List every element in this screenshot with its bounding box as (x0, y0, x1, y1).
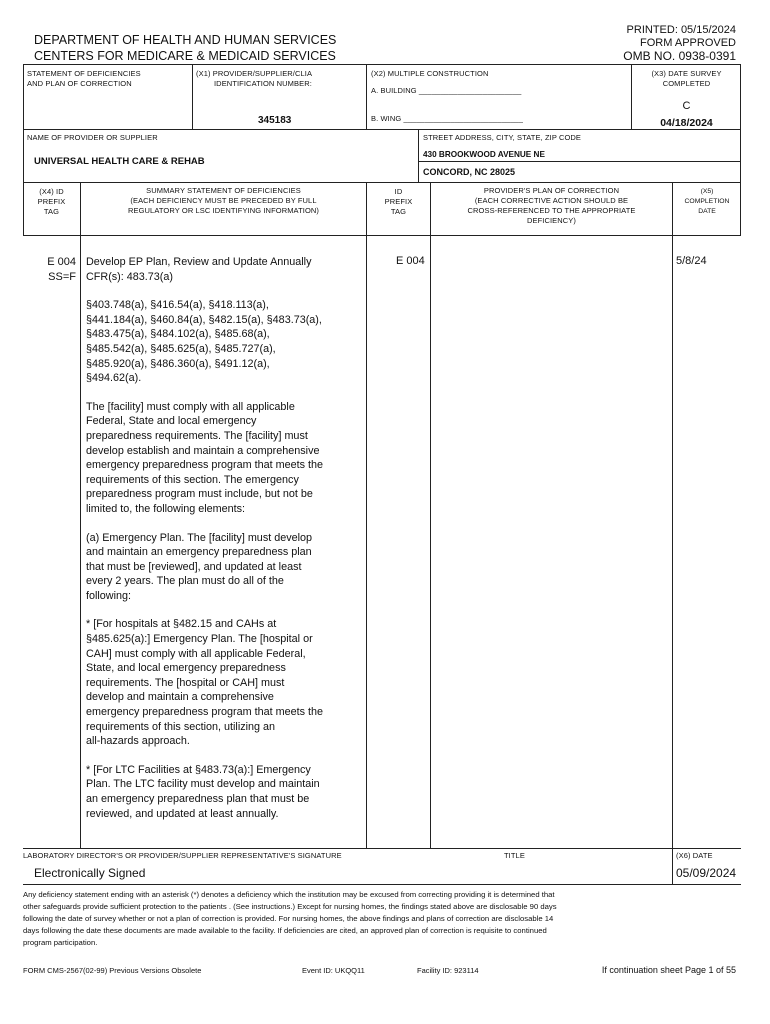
provider-name: UNIVERSAL HEALTH CARE & REHAB (34, 156, 205, 167)
column-header-line: TAG (43, 207, 60, 216)
divider (23, 848, 741, 849)
column-header-line: TAG (390, 207, 407, 216)
wing-field: B. WING ____________________________ (371, 114, 524, 123)
summary-column-header (81, 186, 366, 216)
x1-label (196, 69, 364, 89)
column-header-line: DATE (698, 208, 716, 215)
provider-number: 345183 (258, 115, 292, 126)
agency-name: CENTERS FOR MEDICARE & MEDICAID SERVICES (34, 49, 336, 63)
x5-column-header (673, 187, 741, 217)
tag-prefix: E 004 (47, 256, 76, 268)
column-header-line: SUMMARY STATEMENT OF DEFICIENCIES (146, 186, 301, 195)
date-label: (X6) DATE (676, 851, 713, 860)
printed-date: PRINTED: 05/15/2024 (626, 24, 736, 36)
divider (418, 129, 419, 182)
paragraph: * [For LTC Facilities at §483.73(a):] Emergency Plan. The LTC facility must develop and maintain an emergency preparedness plan that must be reviewed, and updated at least annually. (86, 763, 320, 820)
paragraph: The [facility] must comply with all applicable Federal, State and local emergency preparedness requirements. The [facility] must develop establish and maintain a comprehensive emergency preparedness program that meets the requirements of this section. The emergency preparedness program must include, but not be limited to, the following elements: (86, 400, 324, 515)
department-name: DEPARTMENT OF HEALTH AND HUMAN SERVICES (34, 33, 337, 47)
form-number: FORM CMS-2567(02-99) Previous Versions Obsolete (23, 966, 202, 975)
deficiency-title: Develop EP Plan, Review and Update Annually CFR(s): 483.73(a) (86, 256, 312, 283)
column-header-line: (X5) (700, 188, 714, 195)
facility-id: Facility ID: 923114 (417, 966, 479, 975)
id-column-header (367, 187, 430, 217)
divider (192, 64, 193, 129)
column-header-line: DEFICIENCY) (526, 216, 577, 225)
deficiency-tag-left (44, 255, 76, 284)
x3-label-line: COMPLETED (662, 79, 711, 88)
event-id: Event ID: UKQQ11 (302, 966, 365, 975)
regulatory-citations: §403.748(a), §416.54(a), §418.113(a), §441.184(a), §460.84(a), §482.15(a), §483.73(a), §483.475(a), §484.102(a), §485.68(a), §485.542(a), §485.625(a), §485.727(a), §485.920(a), §486.360(a), §491.12(a), §494.62(a). (86, 299, 322, 385)
x1-label-line: IDENTIFICATION NUMBER: (214, 79, 312, 88)
form-info (623, 24, 736, 63)
signature-label: LABORATORY DIRECTOR'S OR PROVIDER/SUPPLIER REPRESENTATIVE'S SIGNATURE (23, 851, 342, 860)
paragraph: (a) Emergency Plan. The [facility] must develop and maintain an emergency preparedness plan that must be [reviewed], and updated at least every 2 years. The plan must do all of the following: (86, 531, 313, 602)
statement-label (27, 69, 141, 89)
statement-label-line: AND PLAN OF CORRECTION (27, 79, 132, 88)
column-header-line: (EACH DEFICIENCY MUST BE PRECEDED BY FULL (130, 196, 317, 205)
survey-date: 04/18/2024 (660, 117, 713, 129)
scope-severity: SS=F (48, 270, 76, 283)
building-field: A. BUILDING ________________________ (371, 86, 522, 95)
provider-name-label: NAME OF PROVIDER OR SUPPLIER (27, 133, 158, 142)
column-header-line: (X4) ID (39, 187, 64, 196)
column-divider (672, 236, 673, 848)
column-divider (430, 236, 431, 848)
title-label: TITLE (504, 851, 525, 860)
column-header-line: CROSS-REFERENCED TO THE APPROPRIATE (467, 206, 636, 215)
x3-label (632, 69, 741, 89)
column-divider (80, 236, 81, 848)
survey-code: C (682, 100, 691, 112)
divider (23, 884, 741, 885)
x1-label-line: (X1) PROVIDER/SUPPLIER/CLIA (196, 69, 313, 78)
column-header-line: (EACH CORRECTIVE ACTION SHOULD BE (474, 196, 629, 205)
page-number: If continuation sheet Page 1 of 55 (601, 965, 736, 975)
deficiency-summary (86, 255, 364, 821)
completion-date: 5/8/24 (676, 255, 707, 267)
deficiency-tag-right: E 004 (396, 255, 425, 267)
column-header-line: PROVIDER'S PLAN OF CORRECTION (483, 186, 620, 195)
column-divider (366, 236, 367, 848)
x2-label: (X2) MULTIPLE CONSTRUCTION (371, 69, 489, 78)
divider (672, 848, 673, 884)
agency-header (34, 32, 336, 64)
plan-column-header (431, 186, 672, 226)
divider (366, 64, 367, 129)
disclosure-footnote: Any deficiency statement ending with an asterisk (*) denotes a deficiency which the institution may be excused from correcting providing it is determined that other safeguards provide sufficient protection to the patients . (See instructions.) Except for nursing homes, the findings stated above are disclosable 90 days following the date of survey whether or not a plan of correction is provided. For nursing homes, the above findings and plans of correction are disclosable 14 days following the date these documents are made available to the facility. If deficiencies are cited, an approved plan of correction is requisite to continued program participation. (23, 890, 557, 947)
column-header-line: PREFIX (37, 197, 66, 206)
signature-date: 05/09/2024 (676, 866, 737, 880)
city-state-zip: CONCORD, NC 28025 (423, 167, 516, 177)
omb-number: OMB NO. 0938-0391 (623, 49, 736, 63)
divider (23, 182, 741, 183)
street-address: 430 BROOKWOOD AVENUE NE (423, 150, 545, 159)
column-header-line: PREFIX (384, 197, 413, 206)
signature-value: Electronically Signed (34, 866, 146, 880)
column-header-line: ID (394, 187, 403, 196)
divider (23, 129, 741, 130)
statement-label-line: STATEMENT OF DEFICIENCIES (27, 69, 141, 78)
x4-column-header (23, 187, 80, 217)
address-label: STREET ADDRESS, CITY, STATE, ZIP CODE (423, 133, 582, 142)
form-approved: FORM APPROVED (640, 37, 736, 49)
divider (418, 161, 741, 162)
column-header-line: REGULATORY OR LSC IDENTIFYING INFORMATION) (127, 206, 320, 215)
column-header-line: COMPLETION (684, 198, 730, 205)
paragraph: * [For hospitals at §482.15 and CAHs at §485.625(a):] Emergency Plan. The [hospital or CAH] must comply with all applicable Federal, State, and local emergency preparedness requirements. The [hospital or CAH] must develop and maintain a comprehensive emergency preparedness program that meets the requirements of this section, utilizing an all-hazards approach. (86, 618, 324, 748)
x3-label-line: (X3) DATE SURVEY (651, 69, 722, 78)
